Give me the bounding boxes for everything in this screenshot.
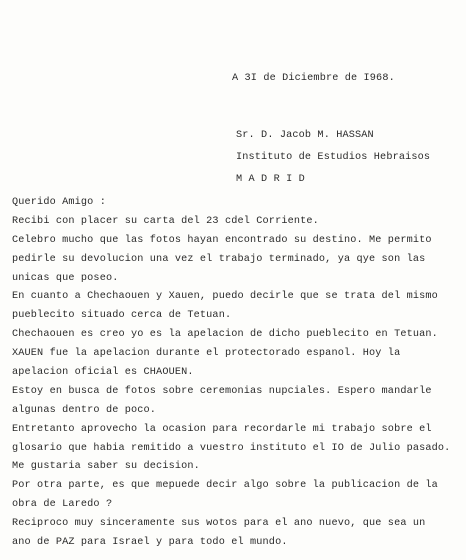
recipient-institution: Instituto de Estudios Hebraisos xyxy=(236,152,431,163)
recipient-name: Sr. D. Jacob M. HASSAN xyxy=(236,130,374,141)
body-line: Querido Amigo : xyxy=(12,197,106,208)
body-line: Celebro mucho que las fotos hayan encontrado su destino. Me permito xyxy=(12,235,432,246)
body-line: unicas que poseo. xyxy=(12,273,119,284)
body-line: obra de Laredo ? xyxy=(12,499,113,510)
body-line: glosario que habia remitido a vuestro instituto el IO de Julio pasado. xyxy=(12,443,451,454)
body-line: algunas dentro de poco. xyxy=(12,405,157,416)
body-line: Reciproco muy sinceramente sus wotos para el ano nuevo, que sea un xyxy=(12,518,426,529)
body-line: ano de PAZ para Israel y para todo el mundo. xyxy=(12,537,288,548)
body-line: En cuanto a Chechaouen y Xauen, puedo decirle que se trata del mismo xyxy=(12,291,438,302)
body-line: Por otra parte, es que mepuede decir algo sobre la publicacion de la xyxy=(12,480,438,491)
body-line: pedirle su devolucion una vez el trabajo terminado, ya qye son las xyxy=(12,254,426,265)
body-line: XAUEN fue la apelacion durante el protectorado espanol. Hoy la xyxy=(12,348,401,359)
recipient-city: M A D R I D xyxy=(236,174,305,185)
body-line: Recibi con placer su carta del 23 cdel Corriente. xyxy=(12,216,319,227)
body-line: Me gustaria saber su decision. xyxy=(12,461,200,472)
body-line: apelacion oficial es CHAOUEN. xyxy=(12,367,194,378)
body-line: Chechaouen es creo yo es la apelacion de dicho pueblecito en Tetuan. xyxy=(12,329,438,340)
body-line: Estoy en busca de fotos sobre ceremonias nupciales. Espero mandarle xyxy=(12,386,432,397)
body-line: pueblecito situado cerca de Tetuan. xyxy=(12,310,232,321)
body-line: Entretanto aprovecho la ocasion para recordarle mi trabajo sobre el xyxy=(12,424,432,435)
letter-date: A 3I de Diciembre de I968. xyxy=(232,73,395,84)
